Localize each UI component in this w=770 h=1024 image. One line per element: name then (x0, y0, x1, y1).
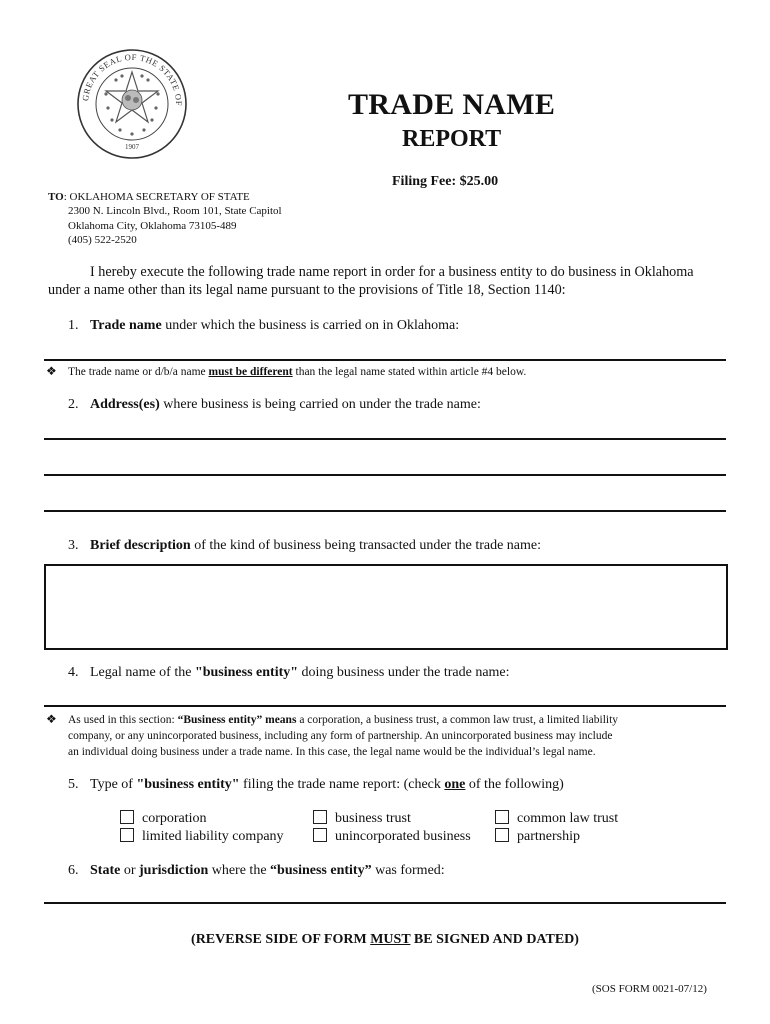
note-emphasis: “Business entity” means (177, 714, 297, 726)
option-label: business trust (335, 811, 411, 826)
item-number: 2. (68, 397, 79, 412)
item-text: of the kind of business being transacted under the trade name: (190, 538, 541, 553)
jurisdiction-field[interactable] (44, 902, 726, 904)
option-label: limited liability company (142, 829, 284, 844)
form-number: (SOS FORM 0021-07/12) (592, 983, 707, 995)
diamond-bullet-icon: ❖ (46, 712, 57, 726)
note-text: company, or any unincorporated business, including any form of partnership. An unincorporated business may include (68, 730, 613, 742)
trade-name-field[interactable] (44, 359, 726, 361)
checkbox[interactable] (313, 810, 327, 824)
diamond-bullet-icon: ❖ (46, 364, 57, 378)
address-line: Oklahoma City, Oklahoma 73105-489 (68, 219, 237, 232)
notice-text: BE SIGNED AND DATED) (410, 932, 579, 947)
item-text: of the following) (465, 777, 564, 792)
item-label: “business entity” (270, 863, 372, 878)
item-jurisdiction (68, 863, 445, 879)
checkbox[interactable] (120, 828, 134, 842)
item-addresses (68, 397, 481, 413)
item-trade-name (68, 318, 459, 334)
item-number: 3. (68, 538, 79, 553)
form-title: TRADE NAME (348, 88, 556, 121)
item-label: jurisdiction (139, 863, 209, 878)
item-label: Address(es) (90, 397, 160, 412)
address-field-2[interactable] (44, 474, 726, 476)
item-text: was formed: (371, 863, 445, 878)
option-label: common law trust (517, 811, 619, 826)
intro-line: I hereby execute the following trade name report in order for a business entity to do business in Oklahoma (90, 264, 694, 280)
option-label: corporation (142, 811, 207, 826)
option-corporation[interactable] (120, 810, 207, 827)
item-label: "business entity" (194, 665, 299, 680)
checkbox[interactable] (120, 810, 134, 824)
address-line: 2300 N. Lincoln Blvd., Room 101, State Capitol (68, 205, 282, 217)
checkbox[interactable] (313, 828, 327, 842)
filing-fee: Filing Fee: $25.00 (392, 174, 499, 189)
option-unincorporated-business[interactable] (313, 828, 471, 845)
description-box[interactable] (44, 564, 728, 650)
item-label: Trade name (90, 318, 162, 333)
recipient-name: : OKLAHOMA SECRETARY OF STATE (63, 191, 250, 203)
intro-line: under a name other than its legal name pursuant to the provisions of Title 18, Section 1140: (48, 282, 566, 298)
to-label: TO (48, 191, 64, 203)
checkbox[interactable] (495, 810, 509, 824)
item-text: Legal name of the (90, 665, 195, 680)
item-description (68, 538, 541, 554)
notice-text: (REVERSE SIDE OF FORM (191, 932, 371, 947)
checkbox[interactable] (495, 828, 509, 842)
address-field-3[interactable] (44, 510, 726, 512)
reverse-side-notice (0, 932, 770, 948)
note-trade-name (46, 363, 728, 380)
note-business-entity (46, 711, 728, 760)
note-text: The trade name or d/b/a name (68, 366, 209, 378)
item-number: 6. (68, 863, 79, 878)
note-emphasis: must be different (208, 366, 293, 378)
option-common-law-trust[interactable] (495, 810, 618, 827)
note-text: an individual doing business under a trade name. In this case, the legal name would be the individual’s legal name. (68, 746, 596, 758)
item-text: Type of (90, 777, 137, 792)
item-emphasis: one (444, 777, 466, 792)
intro-paragraph (48, 263, 738, 299)
item-number: 5. (68, 777, 79, 792)
notice-emphasis: MUST (370, 932, 411, 947)
option-label: unincorporated business (335, 829, 471, 844)
item-text: under which the business is carried on in Oklahoma: (161, 318, 460, 333)
option-business-trust[interactable] (313, 810, 411, 827)
item-entity-type (68, 777, 564, 793)
item-legal-name (68, 665, 510, 681)
address-line: (405) 522-2520 (68, 234, 137, 246)
recipient-line (48, 190, 250, 204)
recipient-address (68, 204, 282, 248)
option-llc[interactable] (120, 828, 284, 845)
option-label: partnership (517, 829, 580, 844)
note-text: As used in this section: (68, 714, 178, 726)
note-text: a corporation, a business trust, a common law trust, a limited liability (296, 714, 619, 726)
address-field-1[interactable] (44, 438, 726, 440)
item-number: 4. (68, 665, 79, 680)
option-partnership[interactable] (495, 828, 580, 845)
item-label: "business entity" (136, 777, 240, 792)
item-text: where business is being carried on under the trade name: (159, 397, 481, 412)
seal-text: GREAT SEAL OF THE STATE OF (80, 51, 185, 107)
item-text: filing the trade name report: (check (239, 777, 445, 792)
item-label: State (90, 863, 121, 878)
note-text: than the legal name stated within article #4 below. (292, 366, 527, 378)
state-seal (76, 48, 188, 160)
legal-name-field[interactable] (44, 705, 726, 707)
item-text: or (120, 863, 139, 878)
item-text: doing business under the trade name: (298, 665, 510, 680)
form-subtitle: REPORT (402, 126, 502, 152)
item-label: Brief description (90, 538, 191, 553)
item-text: where the (208, 863, 271, 878)
item-number: 1. (68, 318, 79, 333)
seal-year: 1907 (125, 143, 139, 151)
